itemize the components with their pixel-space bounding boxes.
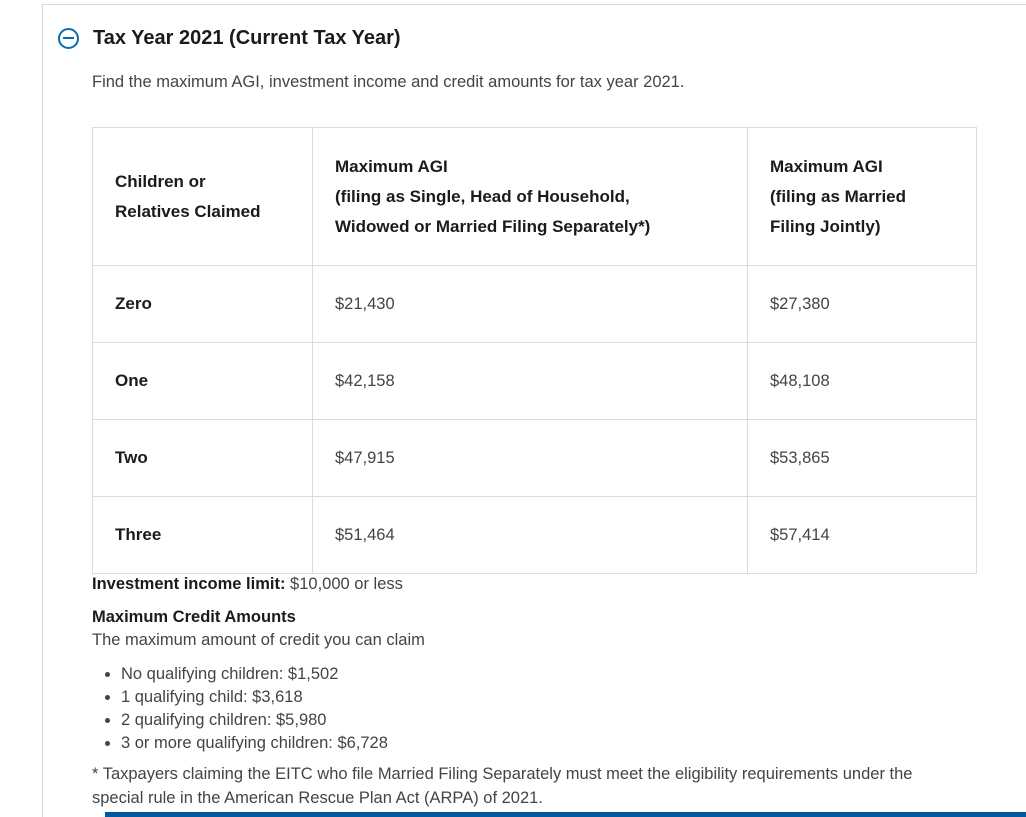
row-label: Zero bbox=[93, 266, 313, 343]
max-credit-block bbox=[92, 606, 425, 652]
list-item: • 3 or more qualifying children: $6,728 bbox=[121, 732, 388, 755]
header-line: (filing as Single, Head of Household, bbox=[335, 186, 630, 206]
joint-agi-value: $57,414 bbox=[748, 497, 977, 574]
investment-limit-label: Investment income limit: bbox=[92, 575, 286, 593]
joint-agi-value: $27,380 bbox=[748, 266, 977, 343]
header-line: Widowed or Married Filing Separately*) bbox=[335, 216, 651, 236]
header-line: Maximum AGI bbox=[335, 156, 448, 176]
list-item: • 2 qualifying children: $5,980 bbox=[121, 709, 388, 732]
max-credit-subheading: The maximum amount of credit you can claim bbox=[92, 631, 425, 649]
header-line: Filing Jointly) bbox=[770, 216, 881, 236]
single-agi-value: $42,158 bbox=[313, 343, 748, 420]
table-row bbox=[93, 497, 977, 574]
table-header-row bbox=[93, 128, 977, 266]
collapse-minus-icon[interactable] bbox=[58, 28, 79, 49]
table-row bbox=[93, 266, 977, 343]
joint-agi-value: $53,865 bbox=[748, 420, 977, 497]
bottom-blue-bar bbox=[105, 812, 1026, 817]
accordion-header-tax-year-2021[interactable] bbox=[58, 24, 401, 52]
table-row bbox=[93, 420, 977, 497]
max-credit-heading: Maximum Credit Amounts bbox=[92, 608, 296, 626]
investment-limit-value: $10,000 or less bbox=[285, 575, 403, 593]
section-title: Tax Year 2021 (Current Tax Year) bbox=[93, 27, 401, 49]
joint-agi-value: $48,108 bbox=[748, 343, 977, 420]
row-label: Three bbox=[93, 497, 313, 574]
single-agi-value: $51,464 bbox=[313, 497, 748, 574]
list-item: • No qualifying children: $1,502 bbox=[121, 663, 388, 686]
single-agi-value: $47,915 bbox=[313, 420, 748, 497]
single-agi-value: $21,430 bbox=[313, 266, 748, 343]
header-line: (filing as Married bbox=[770, 186, 907, 206]
section-description: Find the maximum AGI, investment income and credit amounts for tax year 2021. bbox=[92, 73, 685, 91]
header-line: Children or bbox=[115, 171, 206, 191]
header-line: Relatives Claimed bbox=[115, 201, 261, 221]
eitc-footnote: * Taxpayers claiming the EITC who file Married Filing Separately must meet the eligibility requirements under the special rule in the American Rescue Plan Act (ARPA) of 2021. bbox=[92, 765, 913, 807]
table-header-single-agi bbox=[313, 128, 748, 266]
table-header-children bbox=[93, 128, 313, 266]
investment-income-limit bbox=[92, 573, 403, 596]
row-label: Two bbox=[93, 420, 313, 497]
list-item: • 1 qualifying child: $3,618 bbox=[121, 686, 388, 709]
table-row bbox=[93, 343, 977, 420]
row-label: One bbox=[93, 343, 313, 420]
table-header-joint-agi bbox=[748, 128, 977, 266]
credit-amounts-list bbox=[99, 663, 388, 755]
agi-limits-table bbox=[92, 127, 977, 574]
header-line: Maximum AGI bbox=[770, 156, 883, 176]
